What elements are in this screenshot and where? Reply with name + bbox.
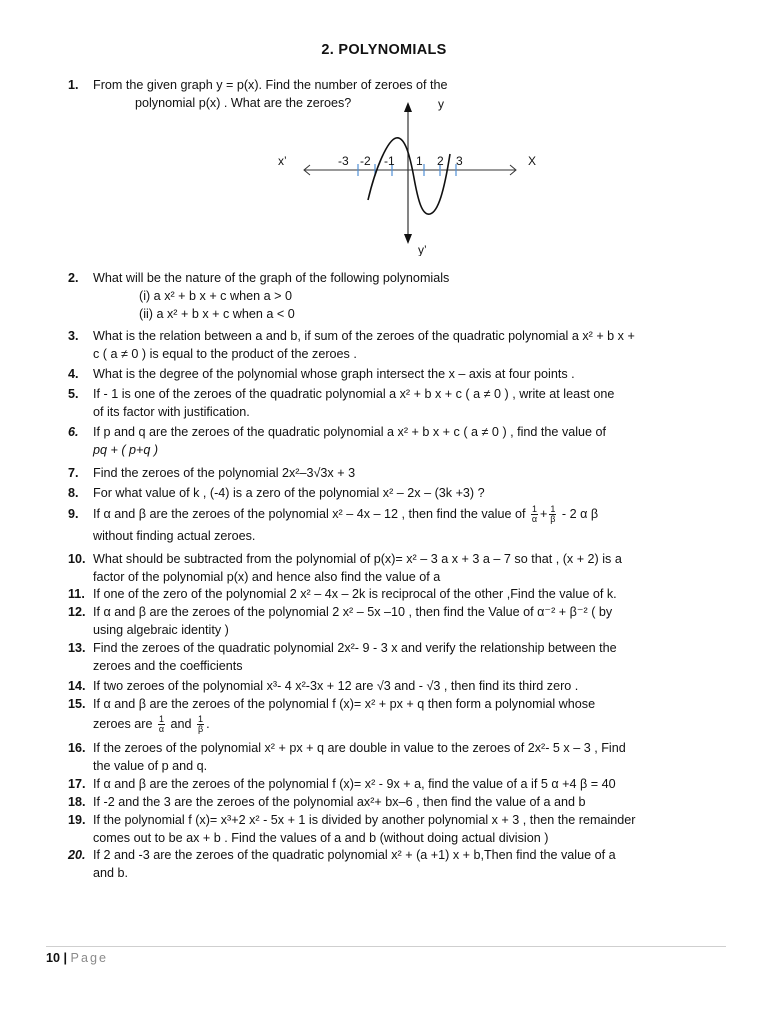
tick-label: -1	[384, 154, 395, 168]
question-number: 13.	[68, 641, 86, 655]
question-number: 10.	[68, 552, 86, 566]
question-16	[68, 739, 728, 775]
question-5	[68, 385, 728, 421]
question-text: If two zeroes of the polynomial x³- 4 x²-3x + 12 are √3 and - √3 , then find its third zero .	[93, 679, 579, 693]
curve	[368, 138, 450, 214]
page-title: 2. POLYNOMIALS	[321, 42, 447, 58]
question-13	[68, 639, 728, 675]
tick-label: 2	[437, 154, 444, 168]
numerator: 1	[550, 504, 556, 515]
x-label: X	[528, 154, 537, 168]
question-18	[68, 793, 728, 811]
question-text: If -2 and the 3 are the zeroes of the polynomial ax²+ bx–6 , then find the value of a and b	[93, 795, 586, 809]
question-10	[68, 550, 728, 586]
question-number: 19.	[68, 813, 86, 827]
question-7	[68, 464, 728, 482]
question-text: What should be subtracted from the polynomial of p(x)= x² – 3 a x + 3 a – 7 so that , (x + 2) is a	[93, 552, 622, 566]
question-text: Find the zeroes of the quadratic polynomial 2x²- 9 - 3 x and verify the relationship between the	[93, 641, 617, 655]
question-3	[68, 327, 728, 363]
question-text: If p and q are the zeroes of the quadratic polynomial a x² + b x + c ( a ≠ 0 ) , find the value of	[93, 425, 607, 439]
question-text: and b.	[93, 866, 129, 880]
question-text-line: zeroes are $\frac{1}{\alpha}$ and $\frac{1}{\beta}$ .	[93, 714, 210, 735]
question-text: From the given graph y = p(x). Find the number of zeroes of the	[93, 78, 448, 92]
question-text: Find the zeroes of the polynomial 2x²–3√3x + 3	[93, 466, 356, 480]
question-20	[68, 846, 728, 882]
denominator: β	[550, 514, 556, 525]
question-text: without finding actual zeroes.	[93, 529, 256, 544]
question-text: (ii) a x² + b x + c when a < 0	[139, 307, 295, 321]
question-text: c ( a ≠ 0 ) is equal to the product of the zeroes .	[93, 347, 357, 361]
question-text: comes out to be ax + b . Find the values of a and b (without doing actual division )	[93, 831, 549, 845]
question-text: If the zeroes of the polynomial x² + px + q are double in value to the zeroes of 2x²- 5 x – 3 , Find	[93, 741, 626, 755]
question-text: (i) a x² + b x + c when a > 0	[139, 289, 292, 303]
question-text: If α and β are the zeroes of the polynomial f (x)= x² - 9x + a, find the value of a if 5 α +4 β = 40	[93, 777, 616, 791]
question-text: of its factor with justification.	[93, 405, 250, 419]
question-text: polynomial p(x) . What are the zeroes?	[135, 96, 352, 110]
question-text: If α and β are the zeroes of the polynomial f (x)= x² + px + q then form a polynomial whose	[93, 697, 596, 711]
footer-separator: |	[60, 951, 71, 965]
question-number: 3.	[68, 329, 79, 343]
question-number: 9.	[68, 507, 79, 521]
question-text: zeroes are	[93, 717, 153, 731]
question-text: zeroes and the coefficients	[93, 659, 243, 673]
denominator: α	[158, 724, 165, 735]
question-17	[68, 775, 728, 793]
y-prime-label: y’	[418, 243, 427, 256]
question-number: 5.	[68, 387, 79, 401]
numerator: 1	[198, 714, 204, 725]
expression: - 2 α β	[561, 507, 599, 521]
question-text: What is the degree of the polynomial whose graph intersect the x – axis at four points .	[93, 367, 575, 381]
question-text: If α and β are the zeroes of the polynomial x² – 4x – 12 , then find the value of	[93, 507, 526, 521]
question-14	[68, 677, 728, 695]
question-number: 16.	[68, 741, 86, 755]
question-19	[68, 811, 728, 847]
question-9	[68, 505, 728, 545]
question-6	[68, 423, 728, 459]
question-text: For what value of k , (-4) is a zero of the polynomial x² – 2x – (3k +3) ?	[93, 486, 485, 500]
question-8	[68, 484, 728, 502]
question-text: If 2 and -3 are the zeroes of the quadratic polynomial x² + (a +1) x + b,Then find the value of a	[93, 848, 616, 862]
tick-label: 1	[416, 154, 423, 168]
question-text: If the polynomial f (x)= x³+2 x² - 5x + 1 is divided by another polynomial x + 3 , then the remainder	[93, 813, 636, 827]
fraction-one-over-beta	[197, 715, 204, 734]
question-text: If one of the zero of the polynomial 2 x² – 4x – 2k is reciprocal of the other ,Find the value of k.	[93, 587, 617, 601]
question-4	[68, 365, 728, 383]
question-text: What is the relation between a and b, if sum of the zeroes of the quadratic polynomial a x² + b x +	[93, 329, 635, 343]
question-number: 2.	[68, 271, 79, 285]
question-15	[68, 695, 728, 734]
question-number: 8.	[68, 486, 79, 500]
question-12	[68, 603, 728, 639]
question-number: 20.	[68, 848, 86, 862]
question-2	[68, 269, 728, 323]
polynomial-graph	[272, 96, 552, 256]
tick-label: -3	[338, 154, 349, 168]
question-text: the value of p and q.	[93, 759, 208, 773]
question-number: 6.	[68, 425, 79, 439]
tick-label: 3	[456, 154, 463, 168]
page-footer	[46, 946, 726, 975]
question-text: pq + ( p+q )	[93, 443, 159, 457]
question-text: If α and β are the zeroes of the polynomial 2 x² – 5x –10 , then find the Value of α⁻² + β⁻² ( by	[93, 605, 613, 619]
numerator: 1	[531, 504, 537, 515]
denominator: β	[197, 724, 204, 735]
question-text-line: If α and β are the zeroes of the polynomial x² – 4x – 12 , then find the value of $\frac{1}{\alpha}$ + $\frac{1}{\beta}$ - 2 α β	[93, 504, 599, 525]
conjunction: and	[170, 717, 192, 731]
question-text: What will be the nature of the graph of the following polynomials	[93, 271, 450, 285]
y-label: y	[438, 97, 444, 111]
fraction-one-over-alpha	[531, 505, 538, 524]
question-number: 12.	[68, 605, 86, 619]
question-text: If - 1 is one of the zeroes of the quadratic polynomial a x² + b x + c ( a ≠ 0 ) , write at least one	[93, 387, 615, 401]
question-number: 17.	[68, 777, 86, 791]
page-number: 10	[46, 951, 61, 965]
question-text: using algebraic identity )	[93, 623, 229, 637]
question-text: factor of the polynomial p(x) and hence also find the value of a	[93, 570, 441, 584]
question-11	[68, 585, 728, 603]
question-number: 14.	[68, 679, 86, 693]
page-word: Page	[70, 951, 108, 965]
numerator: 1	[159, 714, 165, 725]
question-number: 1.	[68, 78, 79, 92]
question-number: 18.	[68, 795, 86, 809]
tick-label: -2	[360, 154, 371, 168]
fraction-one-over-beta	[549, 505, 556, 524]
denominator: α	[531, 514, 538, 525]
y-axis-arrow-down	[404, 234, 412, 244]
fraction-one-over-alpha	[158, 715, 165, 734]
y-axis-arrow-up	[404, 102, 412, 112]
question-number: 11.	[68, 587, 85, 601]
x-prime-label: x’	[278, 154, 287, 168]
question-number: 15.	[68, 697, 86, 711]
question-number: 7.	[68, 466, 79, 480]
question-number: 4.	[68, 367, 79, 381]
